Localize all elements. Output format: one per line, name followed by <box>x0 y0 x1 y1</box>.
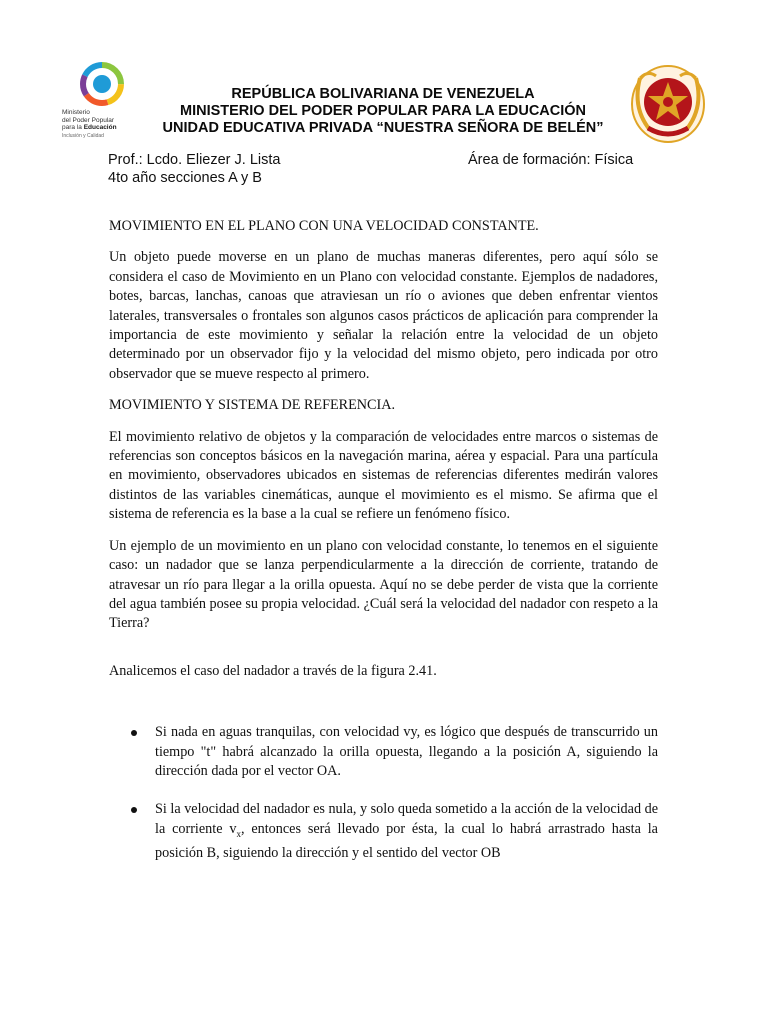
list-item <box>109 723 658 781</box>
paragraph-swimmer-example: Un ejemplo de un movimiento en un plano con velocidad constante, lo tenemos en el siguiente caso: un nadador que se lanza perpendicularmente a la dirección de corriente, tratando de atravesar un río para llegar a la orilla opuesta. Aquí no se debe perder de vista que la corriente del agua también posee su propia velocidad. ¿Cuál será la velocidad del nadador con respeto a la Tierra? <box>109 537 658 632</box>
document-header <box>140 86 626 137</box>
bullet-icon <box>131 730 137 736</box>
school-crest-icon <box>626 60 710 146</box>
paragraph-reference-system: El movimiento relativo de objetos y la comparación de velocidades entre marcos o sistemas de referencias son conceptos básicos en la navegación marina, aérea y espacial. Para una partícula en movimiento, observadores ubicados en sistemas de referencias diferentes medirán valores distintos de las variables cinemáticas, aunque el movimiento es el mismo. Se afirma que el sistema de referencia es la base a la cual se refiere un fenómeno físico. <box>109 428 658 523</box>
course-info <box>108 151 648 187</box>
header-line-2: MINISTERIO DEL PODER POPULAR PARA LA EDUCACIÓN <box>179 103 587 119</box>
ministry-caption <box>62 109 142 140</box>
subject-area: Área de formación: Física <box>468 152 634 168</box>
bullet-text-2 <box>155 801 658 861</box>
ministry-caption-line2: del Poder Popular <box>62 116 115 124</box>
bullet-text-2a: Si la velocidad del nadador es nula, y solo queda sometido a la acción de la velocidad de la corriente v <box>155 801 658 837</box>
subscript-x: x <box>236 828 241 839</box>
ministry-logo <box>62 58 140 156</box>
document-body <box>109 217 658 882</box>
bullet-list <box>109 723 658 863</box>
bullet-text-2b: , entonces será llevado por ésta, la cual lo habrá arrastrado hasta la posición B, siguiendo la dirección y el sentido del vector OB <box>155 820 658 861</box>
ministry-caption-line1: Ministerio <box>62 109 90 116</box>
professor-name: Prof.: Lcdo. Eliezer J. Lista <box>108 152 281 168</box>
header-line-3: UNIDAD EDUCATIVA PRIVADA “NUESTRA SEÑORA DE BELÉN” <box>162 120 604 136</box>
ministry-caption-tag: Inclusión y Calidad <box>62 132 104 139</box>
ministry-logo-icon <box>76 58 128 110</box>
school-logo <box>626 60 710 146</box>
paragraph-figure-reference: Analicemos el caso del nadador a través de la figura 2.41. <box>109 662 437 679</box>
ministry-caption-line3b: Educación <box>83 124 117 132</box>
bullet-icon <box>131 807 137 813</box>
header-line-1: REPÚBLICA BOLIVARIANA DE VENEZUELA <box>231 86 535 102</box>
ministry-caption-line3 <box>62 124 142 132</box>
grade-sections: 4to año secciones A y B <box>108 170 262 186</box>
paragraph-intro: Un objeto puede moverse en un plano de muchas maneras diferentes, pero aquí sólo se considera el caso de Movimiento en un Plano con velocidad constante. Ejemplos de nadadores, botes, barcas, lanchas, canoas que atraviesan un río o aviones que deben enfrentar vientos laterales, transversales o frontales son algunos casos prácticos de aplicación para comprender la importancia de este movimiento y señalar la relación entre la velocidad de un objeto determinado por un observador fijo y la velocidad del mismo objeto, pero indicada por otro observador que se mueve respecto al primero. <box>109 249 658 382</box>
bullet-text-1: Si nada en aguas tranquilas, con velocidad vy, es lógico que después de transcurrido un tiempo "t" habrá alcanzado la orilla opuesta, llegando a la posición A, siguiendo la dirección dada por el vector OA. <box>155 724 658 779</box>
section-title-reference-system: MOVIMIENTO Y SISTEMA DE REFERENCIA. <box>109 397 395 414</box>
list-item <box>109 800 658 863</box>
section-title-plane-motion: MOVIMIENTO EN EL PLANO CON UNA VELOCIDAD CONSTANTE. <box>109 218 539 234</box>
ministry-caption-line3a: para la <box>62 124 84 132</box>
